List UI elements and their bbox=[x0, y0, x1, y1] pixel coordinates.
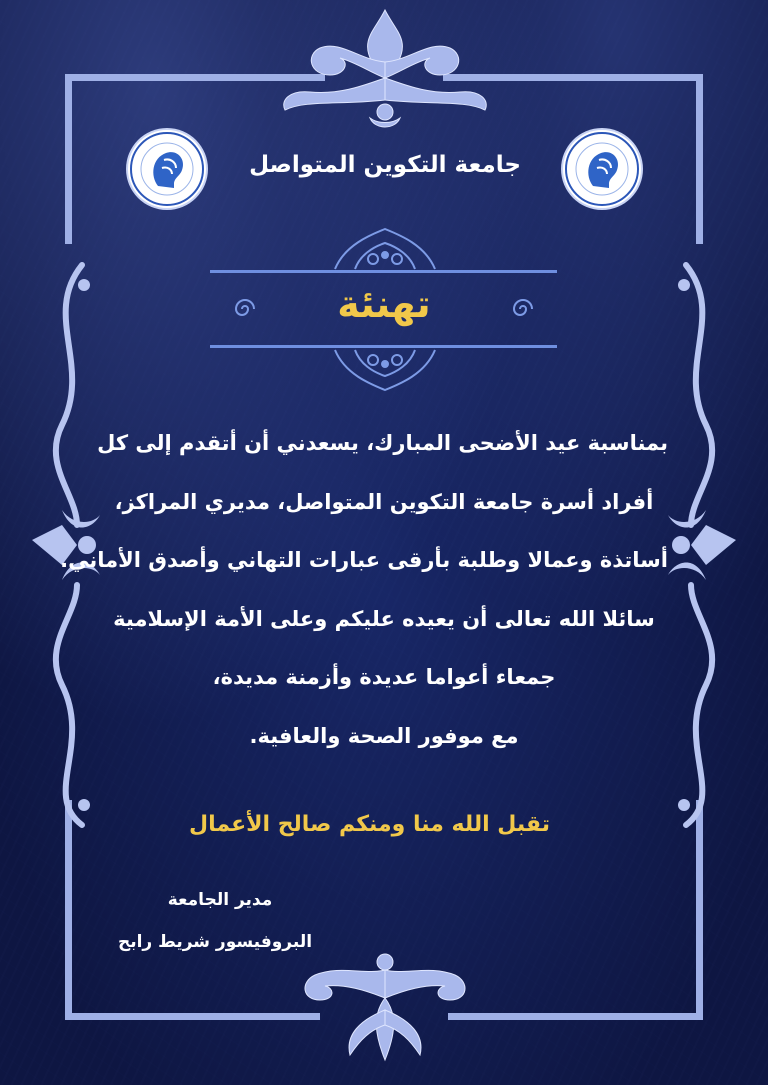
university-logo-left bbox=[128, 130, 206, 208]
swirl-icon bbox=[508, 294, 538, 324]
right-scroll-ornament bbox=[656, 255, 746, 835]
body-line: أفراد أسرة جامعة التكوين المتواصل، مديري المراكز، bbox=[114, 489, 654, 514]
body-line: بمناسبة عيد الأضحى المبارك، يسعدني أن أتقدم إلى كل bbox=[97, 431, 668, 455]
bottom-flourish-ornament bbox=[290, 950, 480, 1070]
body-line: مع موفور الصحة والعافية. bbox=[249, 723, 519, 748]
closing-prayer: تقبل الله منا ومنكم صالح الأعمال bbox=[188, 812, 550, 837]
headline-congratulation: تهنئة bbox=[337, 282, 431, 326]
signature-role: مدير الجامعة bbox=[167, 890, 273, 910]
body-line: سائلا الله تعالى أن يعيده عليكم وعلى الأمة الإسلامية bbox=[113, 606, 655, 631]
frame-bottom-right bbox=[448, 1013, 703, 1020]
frame-bottom-left bbox=[65, 1013, 320, 1020]
university-logo-icon bbox=[563, 130, 641, 208]
frame-right-top bbox=[696, 74, 703, 244]
university-title: جامعة التكوين المتواصل bbox=[249, 152, 521, 178]
headline-top-ornament bbox=[325, 225, 445, 271]
body-line: أساتذة وعمالا وطلبة بأرقى عبارات التهاني وأصدق الأماني. bbox=[60, 548, 668, 572]
university-logo-right bbox=[563, 130, 641, 208]
university-logo-icon bbox=[128, 130, 206, 208]
body-line: جمعاء أعواما عديدة وأزمنة مديدة، bbox=[212, 665, 556, 689]
top-flourish-ornament bbox=[280, 0, 490, 140]
greeting-body bbox=[60, 425, 668, 776]
frame-left-top bbox=[65, 74, 72, 244]
signature-name: البروفيسور شريط رابح bbox=[117, 932, 313, 952]
headline-bottom-ornament bbox=[325, 348, 445, 394]
swirl-icon bbox=[230, 294, 260, 324]
